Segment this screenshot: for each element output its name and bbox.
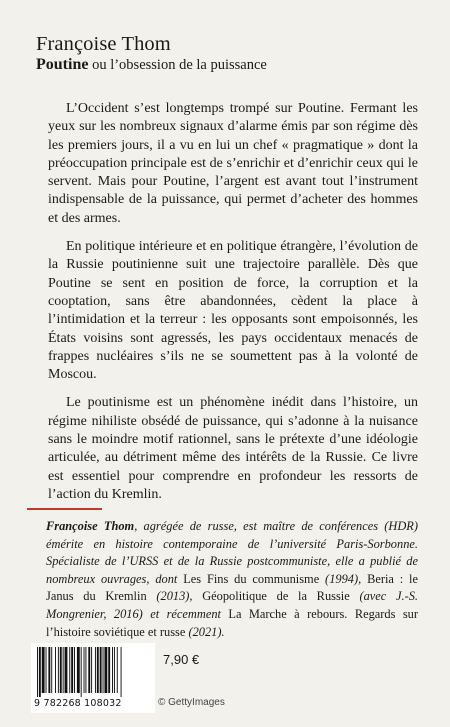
barcode-bar (42, 647, 45, 693)
bio-book-2: Beria : le Janus du Kremlin (46, 571, 418, 604)
barcode-bar (121, 647, 122, 697)
barcode-bar (88, 647, 90, 693)
barcode-bar (84, 647, 85, 693)
barcode-bar (108, 647, 110, 693)
bio-text-3: (2013), (146, 589, 203, 604)
barcode-bar (60, 647, 62, 693)
bio-book-3: Géopolitique de la Russie (202, 589, 350, 604)
barcode-bar (58, 647, 59, 693)
blurb-paragraph-1: L’Occident s’est longtemps trompé sur Poutine. Fermant les yeux sur les nombreux signaux d’alarme émis par son régime dès les premiers jours, il a vu en lui un chef « pragmatique » dont la préoccupation principale est de s’enrichir et d’enrichir ceux qui le servent. Mais pour Poutine, l’argent est avant tout l’instrument indispensable de la puissance, qui permet d’acheter des hommes et des armes. (48, 101, 418, 226)
price: 7,90 € (163, 652, 200, 667)
barcode-bar (85, 647, 86, 693)
barcode-bar (37, 647, 38, 697)
barcode-bar (69, 647, 70, 693)
barcode-bar (104, 647, 107, 693)
author-bio (46, 518, 418, 641)
book-subtitle: ou l’obsession de la puissance (92, 57, 267, 73)
barcode-bar (77, 647, 80, 693)
barcode-bar (91, 647, 92, 693)
bio-book-1: Les Fins du communisme (183, 571, 320, 586)
bio-author-name: Françoise Thom (46, 519, 135, 533)
barcode-number: 9 782268 108032 (34, 698, 122, 709)
bio-text-4: (avec J.-S. Mongrenier, 2016) et récemment (46, 589, 418, 621)
barcode-bars (37, 647, 149, 697)
author-name: Françoise Thom (36, 33, 171, 55)
barcode-bar (51, 647, 52, 693)
barcode-bar (97, 647, 99, 693)
bio-text-5: (2021). (185, 624, 225, 639)
photo-credit: © GettyImages (158, 697, 225, 708)
bio-text-1: , agrégée de russe, est maître de conférences (HDR) émérite en histoire contemporaine de l’université Paris-Sorbonne. Spécialiste de l’URSS et de la Russie postcommuniste, elle a publié de nombreux ouvrages, dont (46, 519, 418, 586)
barcode-bar (71, 647, 73, 693)
barcode-bar (81, 647, 82, 697)
barcode-bar (63, 647, 64, 693)
bio-book-4: La Marche à rebours. Regards sur l’histoire soviétique et russe (46, 606, 418, 639)
barcode-bar (65, 647, 68, 693)
bio-text-2: (1994), (319, 571, 368, 586)
barcode-bar (39, 647, 41, 697)
barcode-bar (55, 647, 56, 693)
blurb-paragraph-2: En politique intérieure et en politique étrangère, l’évolution de la Russie poutinienne suit une trajectoire parallèle. Dès que Poutine se sent en position de force, la corruption et la cooptation, sans être abandonnées, cèdent la place à l’intimidation et la terreur : les opposants sont empoisonnés, les États voisins sont agressés, les pays occidentaux menacés de frappes nucléaires s’ils ne se soumettent pas à la volonté de Moscou. (48, 239, 418, 383)
book-title: Poutine (36, 56, 89, 73)
barcode-bar (114, 647, 115, 693)
book-title-line (36, 56, 267, 74)
barcode-bar (112, 647, 113, 693)
barcode-bar (100, 647, 102, 693)
barcode-bar (95, 647, 96, 693)
blurb-paragraph-3: Le poutinisme est un phénomène inédit dans l’histoire, un régime nihiliste obsédé de puissance, qui s’adonne à la nuisance sans le moindre motif rationnel, sans le prétexte d’une idéologie articulée, au détriment même des intérêts de la Russie. Ce livre est essentiel pour comprendre en profondeur les ressorts de l’action du Kremlin. (48, 395, 418, 502)
barcode (31, 643, 155, 713)
barcode-bar (74, 647, 75, 693)
barcode-bar (46, 647, 47, 693)
red-divider (27, 508, 102, 510)
barcode-bar (117, 647, 118, 693)
blurb (48, 100, 418, 504)
barcode-bar (103, 647, 104, 693)
barcode-bar (48, 647, 50, 693)
